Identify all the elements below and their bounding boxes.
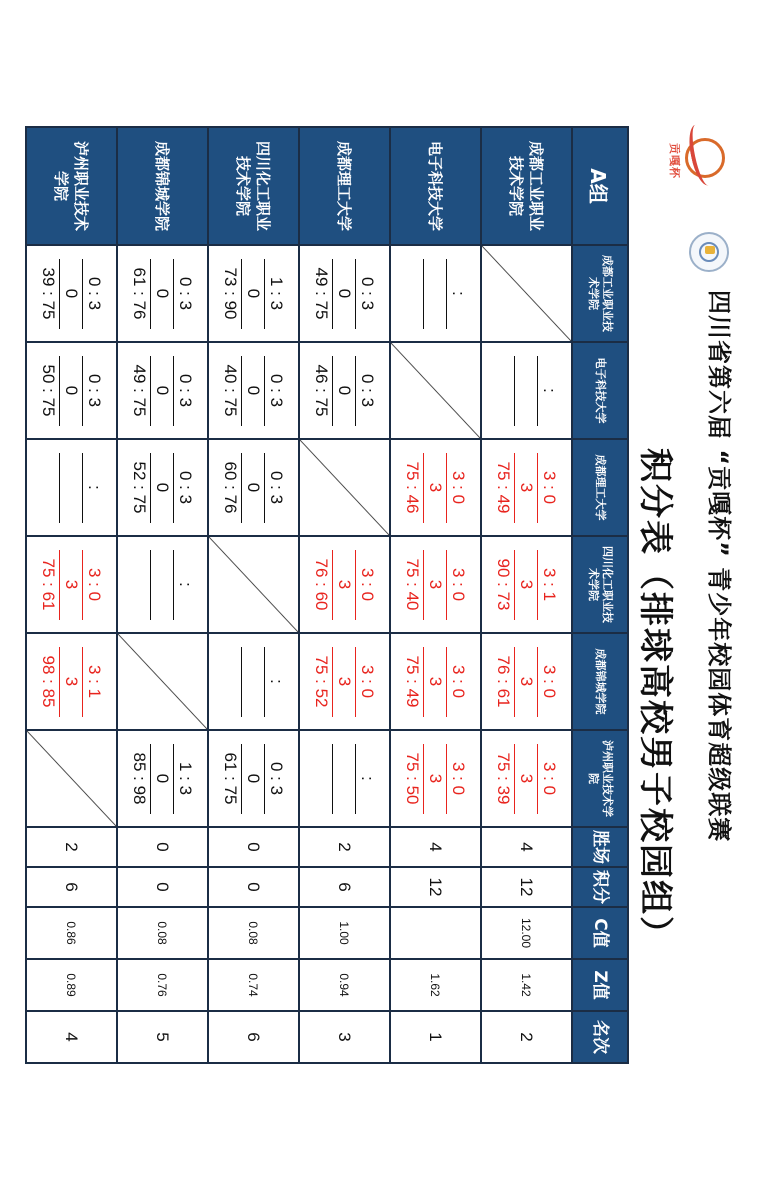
- table-row: [117, 127, 208, 1063]
- row-header-team: 泸州职业技术学院: [26, 127, 117, 245]
- set-score: 3 : 0: [449, 761, 469, 796]
- match-points: [151, 550, 175, 620]
- self-match-cell: [390, 342, 481, 439]
- match-result-cell: [117, 245, 208, 342]
- col-header-team: 电子科技大学: [572, 342, 628, 439]
- match-result-cell: [208, 730, 299, 827]
- match-result: [220, 453, 288, 523]
- match-points: [242, 647, 266, 717]
- row-header-team: 成都理工大学: [299, 127, 390, 245]
- col-header-team: 成都理工大学: [572, 439, 628, 536]
- set-score: 3 : 0: [358, 567, 378, 602]
- wins-value: 2: [26, 827, 117, 867]
- points-score: 75 : 61: [39, 558, 59, 611]
- set-score: 3 : 0: [449, 567, 469, 602]
- match-points: 0: [60, 356, 84, 426]
- match-result: [493, 647, 561, 717]
- match-result-cell: [208, 342, 299, 439]
- set-score: 0 : 3: [85, 276, 105, 311]
- gongga-cup-logo: [663, 118, 727, 202]
- school-seal-logo: [689, 232, 729, 272]
- rank-value: 3: [299, 1011, 390, 1063]
- match-points: 0: [333, 259, 357, 329]
- match-points: 3: [60, 550, 84, 620]
- match-points: 0: [151, 356, 175, 426]
- points-score: 40 : 75: [221, 364, 241, 417]
- match-points: [424, 259, 448, 329]
- match-points: 0: [242, 356, 266, 426]
- match-result: [38, 453, 106, 523]
- match-result: [38, 356, 106, 426]
- match-points: 3: [60, 647, 84, 717]
- match-result: [129, 744, 197, 814]
- points-score: 49 : 75: [312, 267, 332, 320]
- points-score: 61 : 76: [130, 267, 150, 320]
- match-result: [311, 647, 379, 717]
- match-points: 3: [515, 453, 539, 523]
- col-header-team: 成都工业职业技术学院: [572, 245, 628, 342]
- match-points: 3: [424, 647, 448, 717]
- match-result: [311, 550, 379, 620]
- match-result-cell: [26, 245, 117, 342]
- wins-value: 0: [208, 827, 299, 867]
- set-score: 3 : 1: [85, 664, 105, 699]
- points-score: 75 : 50: [403, 752, 423, 805]
- match-result-cell: [481, 439, 572, 536]
- c-value: 0.86: [26, 907, 117, 959]
- points-score: [129, 550, 151, 620]
- match-result: [311, 744, 379, 814]
- match-points: [333, 744, 357, 814]
- match-result-cell: [117, 730, 208, 827]
- self-match-cell: [299, 439, 390, 536]
- match-points: 0: [60, 259, 84, 329]
- match-result: [402, 453, 470, 523]
- match-result: [220, 744, 288, 814]
- match-result-cell: [299, 342, 390, 439]
- match-result: [493, 356, 561, 426]
- set-score: 3 : 0: [449, 470, 469, 505]
- row-header-team: 成都锦城学院: [117, 127, 208, 245]
- z-value: 1.62: [390, 959, 481, 1011]
- set-score: 3 : 1: [540, 567, 560, 602]
- match-points: 3: [515, 647, 539, 717]
- points-score: 61 : 75: [221, 752, 241, 805]
- points-score: [493, 356, 515, 426]
- set-score: 3 : 0: [358, 664, 378, 699]
- match-result: [220, 647, 288, 717]
- match-points: [515, 356, 539, 426]
- points-score: 75 : 46: [403, 461, 423, 514]
- match-result-cell: [390, 536, 481, 633]
- match-points: 3: [333, 647, 357, 717]
- match-result: [493, 550, 561, 620]
- match-points: 0: [242, 453, 266, 523]
- col-header-z-value: Z值: [572, 959, 628, 1011]
- self-match-cell: [26, 730, 117, 827]
- self-match-cell: [481, 245, 572, 342]
- points-score: 85 : 98: [130, 752, 150, 805]
- set-score: 3 : 0: [449, 664, 469, 699]
- match-points: 0: [242, 744, 266, 814]
- points-score: [311, 744, 333, 814]
- set-score: 0 : 3: [358, 373, 378, 408]
- set-score: 1 : 3: [267, 276, 287, 311]
- wins-value: 0: [117, 827, 208, 867]
- set-score: 3 : 0: [540, 664, 560, 699]
- wins-value: 4: [390, 827, 481, 867]
- c-value: 0.08: [117, 907, 208, 959]
- group-label: A组: [572, 127, 628, 245]
- match-result: [38, 259, 106, 329]
- set-score: 0 : 3: [267, 761, 287, 796]
- table-header-row: [572, 127, 628, 1063]
- points-score: 76 : 61: [494, 655, 514, 708]
- match-result: [402, 259, 470, 329]
- points-score: 73 : 90: [221, 267, 241, 320]
- points-score: [220, 647, 242, 717]
- match-result: [129, 259, 197, 329]
- rank-value: 4: [26, 1011, 117, 1063]
- col-header-team: 四川化工职业技术学院: [572, 536, 628, 633]
- match-result-cell: [299, 536, 390, 633]
- set-score: :: [540, 388, 560, 393]
- set-score: :: [85, 485, 105, 490]
- match-result-cell: [117, 439, 208, 536]
- match-result: [38, 647, 106, 717]
- c-value: 0.08: [208, 907, 299, 959]
- rank-value: 2: [481, 1011, 572, 1063]
- set-score: 3 : 0: [85, 567, 105, 602]
- match-result-cell: [481, 633, 572, 730]
- points-score: 98 : 85: [39, 655, 59, 708]
- points-value: 0: [117, 867, 208, 907]
- match-result-cell: [481, 730, 572, 827]
- match-result: [220, 259, 288, 329]
- match-result: [402, 744, 470, 814]
- match-result-cell: [299, 245, 390, 342]
- c-value: [390, 907, 481, 959]
- table-row: [208, 127, 299, 1063]
- c-value: 12.00: [481, 907, 572, 959]
- table-body: [26, 127, 572, 1063]
- match-result: [493, 453, 561, 523]
- set-score: 3 : 0: [540, 761, 560, 796]
- points-score: 75 : 40: [403, 558, 423, 611]
- match-points: 3: [424, 453, 448, 523]
- set-score: 1 : 3: [176, 761, 196, 796]
- match-result: [311, 259, 379, 329]
- match-points: 3: [424, 550, 448, 620]
- match-points: 3: [515, 550, 539, 620]
- points-score: 75 : 49: [403, 655, 423, 708]
- match-result-cell: [299, 633, 390, 730]
- set-score: :: [267, 679, 287, 684]
- match-result-cell: [26, 439, 117, 536]
- z-value: 0.94: [299, 959, 390, 1011]
- self-match-cell: [208, 536, 299, 633]
- match-result-cell: [117, 342, 208, 439]
- rank-value: 5: [117, 1011, 208, 1063]
- match-result: [129, 550, 197, 620]
- match-points: 0: [151, 259, 175, 329]
- col-header-c-value: C值: [572, 907, 628, 959]
- points-score: 52 : 75: [130, 461, 150, 514]
- points-value: 12: [390, 867, 481, 907]
- set-score: :: [449, 291, 469, 296]
- set-score: 0 : 3: [267, 373, 287, 408]
- points-score: 49 : 75: [130, 364, 150, 417]
- league-title: 四川省第六届 “贡嘎杯” 青少年校园体育超级联赛: [705, 290, 733, 843]
- points-value: 6: [299, 867, 390, 907]
- match-result: [220, 356, 288, 426]
- rank-value: 1: [390, 1011, 481, 1063]
- points-value: 12: [481, 867, 572, 907]
- standings-table: [25, 126, 629, 1064]
- z-value: 1.42: [481, 959, 572, 1011]
- match-result-cell: [299, 730, 390, 827]
- set-score: 0 : 3: [267, 470, 287, 505]
- match-result-cell: [390, 245, 481, 342]
- points-score: 75 : 49: [494, 461, 514, 514]
- match-points: 3: [333, 550, 357, 620]
- z-value: 0.89: [26, 959, 117, 1011]
- match-points: 0: [242, 259, 266, 329]
- match-points: [60, 453, 84, 523]
- col-header-points: 积分: [572, 867, 628, 907]
- match-result: [38, 550, 106, 620]
- table-title: 积分表（排球高校男子校园组）: [635, 448, 675, 952]
- col-header-rank: 名次: [572, 1011, 628, 1063]
- table-row: [26, 127, 117, 1063]
- points-score: 75 : 39: [494, 752, 514, 805]
- wins-value: 4: [481, 827, 572, 867]
- set-score: 0 : 3: [176, 276, 196, 311]
- z-value: 0.76: [117, 959, 208, 1011]
- match-result: [129, 356, 197, 426]
- self-match-cell: [117, 633, 208, 730]
- c-value: 1.00: [299, 907, 390, 959]
- match-result-cell: [26, 536, 117, 633]
- match-result-cell: [208, 633, 299, 730]
- match-result-cell: [208, 439, 299, 536]
- col-header-team: 泸州职业技术学院: [572, 730, 628, 827]
- set-score: 0 : 3: [85, 373, 105, 408]
- row-header-team: 四川化工职业技术学院: [208, 127, 299, 245]
- row-header-team: 成都工业职业技术学院: [481, 127, 572, 245]
- set-score: 0 : 3: [176, 470, 196, 505]
- match-points: 3: [424, 744, 448, 814]
- match-points: 0: [151, 453, 175, 523]
- table-row: [481, 127, 572, 1063]
- rank-value: 6: [208, 1011, 299, 1063]
- match-result-cell: [208, 245, 299, 342]
- match-result: [129, 453, 197, 523]
- points-score: 39 : 75: [39, 267, 59, 320]
- points-score: 46 : 75: [312, 364, 332, 417]
- match-points: 3: [515, 744, 539, 814]
- set-score: 0 : 3: [358, 276, 378, 311]
- points-score: [38, 453, 60, 523]
- match-result: [402, 550, 470, 620]
- match-points: 0: [151, 744, 175, 814]
- col-header-wins: 胜场: [572, 827, 628, 867]
- match-result-cell: [26, 342, 117, 439]
- match-result: [402, 647, 470, 717]
- match-result-cell: [390, 439, 481, 536]
- points-value: 0: [208, 867, 299, 907]
- set-score: :: [176, 582, 196, 587]
- col-header-team: 成都锦城学院: [572, 633, 628, 730]
- match-result-cell: [26, 633, 117, 730]
- points-score: [402, 259, 424, 329]
- points-value: 6: [26, 867, 117, 907]
- match-result-cell: [117, 536, 208, 633]
- row-header-team: 电子科技大学: [390, 127, 481, 245]
- match-result-cell: [481, 536, 572, 633]
- match-result-cell: [390, 730, 481, 827]
- set-score: :: [358, 776, 378, 781]
- points-score: 90 : 73: [494, 558, 514, 611]
- match-result-cell: [390, 633, 481, 730]
- table-row: [390, 127, 481, 1063]
- z-value: 0.74: [208, 959, 299, 1011]
- match-points: 0: [333, 356, 357, 426]
- wins-value: 2: [299, 827, 390, 867]
- match-result: [493, 744, 561, 814]
- points-score: 76 : 60: [312, 558, 332, 611]
- points-score: 75 : 52: [312, 655, 332, 708]
- points-score: 50 : 75: [39, 364, 59, 417]
- table-row: [299, 127, 390, 1063]
- match-result: [311, 356, 379, 426]
- points-score: 60 : 76: [221, 461, 241, 514]
- set-score: 0 : 3: [176, 373, 196, 408]
- set-score: 3 : 0: [540, 470, 560, 505]
- logo-text: 贡嘎杯: [668, 143, 681, 179]
- match-result-cell: [481, 342, 572, 439]
